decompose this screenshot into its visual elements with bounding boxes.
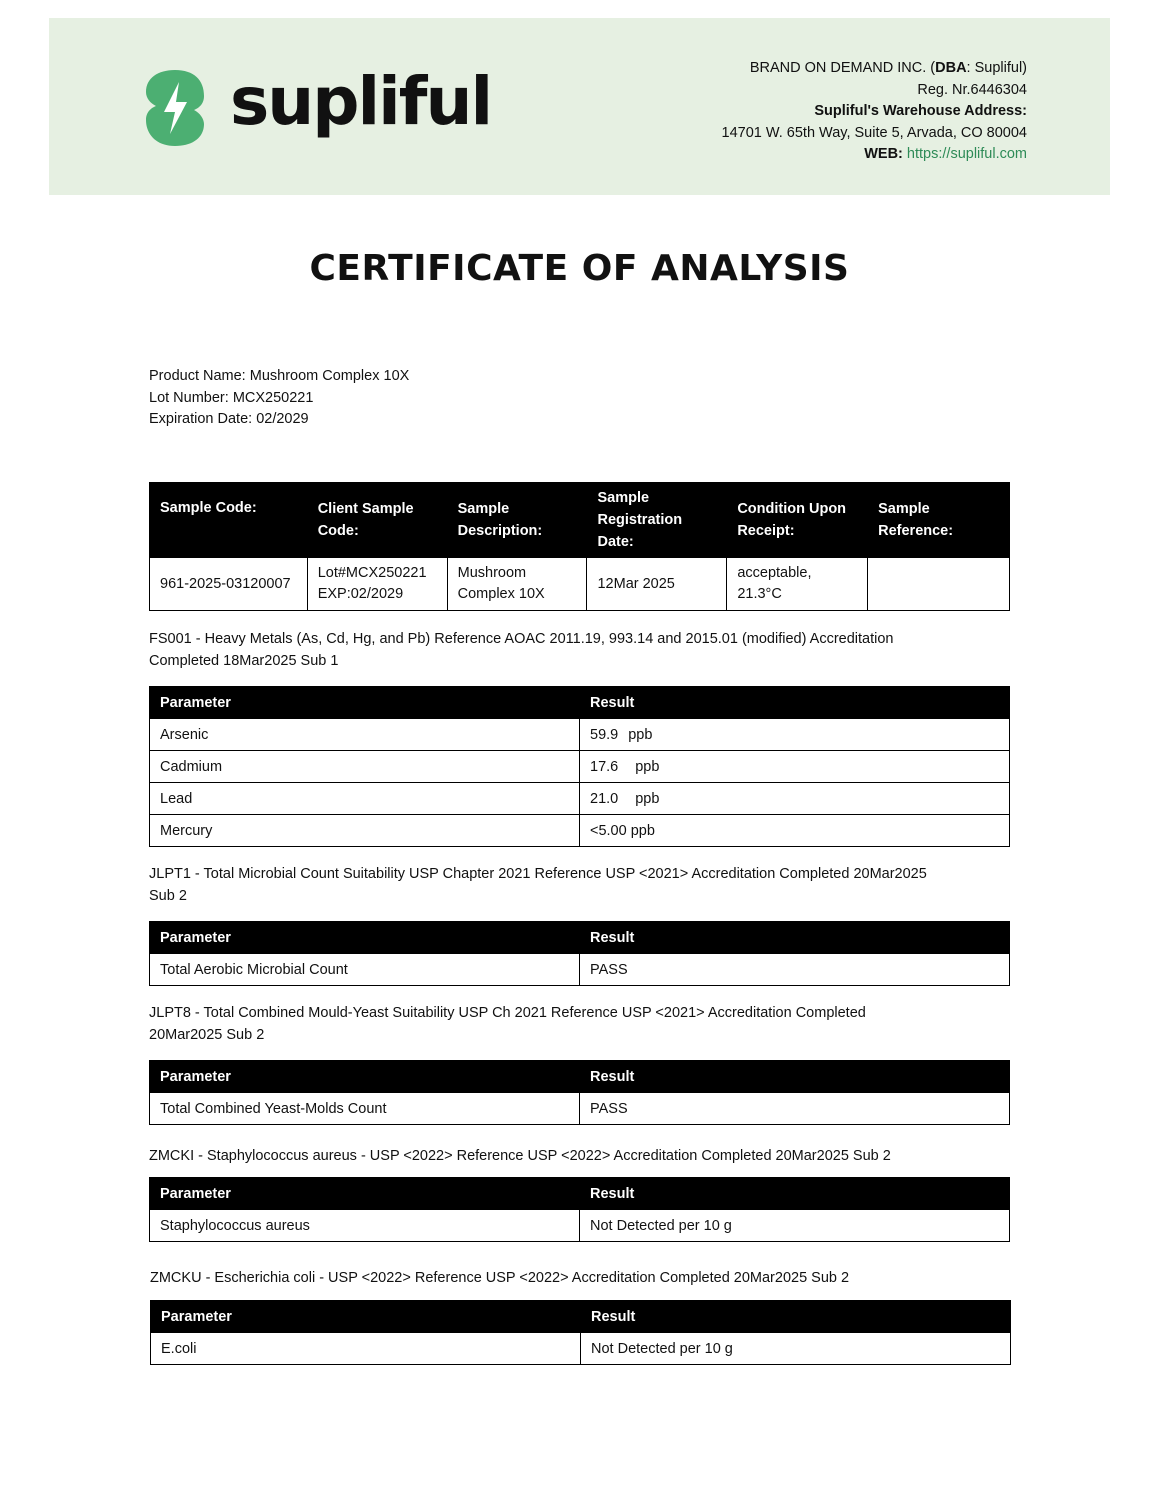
- header-sample-reference: Sample Reference:: [868, 483, 1010, 558]
- condition-upon-receipt: acceptable, 21.3°C: [727, 558, 868, 611]
- expiration-date: Expiration Date: 02/2029: [149, 411, 309, 427]
- dba-label: DBA: [935, 60, 967, 76]
- company-info: [722, 58, 1027, 166]
- result-cell: PASS: [580, 1093, 1010, 1125]
- table-row: [150, 558, 1010, 611]
- header-client-sample-code: Client Sample Code:: [307, 483, 447, 558]
- parameter-header: Parameter: [151, 1301, 581, 1333]
- company-name: BRAND ON DEMAND INC. (: [749, 60, 936, 76]
- table-row: [150, 783, 1010, 815]
- parameter-cell: Mercury: [150, 815, 580, 847]
- table-row: [151, 1333, 1011, 1365]
- parameter-cell: E.coli: [151, 1333, 581, 1365]
- web-line: [722, 144, 1027, 166]
- header-condition: Condition Upon Receipt:: [727, 483, 868, 558]
- table-row: [150, 954, 1010, 986]
- header-band: [49, 18, 1110, 195]
- page-title: CERTIFICATE OF ANALYSIS: [309, 248, 850, 289]
- sample-description: Mushroom Complex 10X: [447, 558, 587, 611]
- parameter-cell: Lead: [150, 783, 580, 815]
- sample-code: 961-2025-03120007: [150, 558, 308, 611]
- warehouse-label: Supliful's Warehouse Address:: [814, 103, 1027, 119]
- web-label: WEB:: [864, 146, 903, 162]
- microbial-count-table: [149, 921, 1010, 986]
- result-cell: Not Detected per 10 g: [581, 1333, 1011, 1365]
- table-row: [150, 719, 1010, 751]
- table-row: [150, 751, 1010, 783]
- table-header: [150, 1061, 1010, 1093]
- brand-wordmark: supliful: [230, 63, 492, 140]
- result-header: Result: [580, 1178, 1010, 1210]
- parameter-header: Parameter: [150, 1061, 580, 1093]
- result-header: Result: [581, 1301, 1011, 1333]
- parameter-cell: Arsenic: [150, 719, 580, 751]
- section-description-mould-yeast: JLPT8 - Total Combined Mould-Yeast Suitability USP Ch 2021 Reference USP <2021> Accreditation Completed 20Mar2025 Sub 2: [149, 1005, 866, 1043]
- result-cell: 17.6 ppb: [580, 751, 1010, 783]
- product-info: [149, 366, 409, 431]
- parameter-cell: Cadmium: [150, 751, 580, 783]
- section-description-microbial-count: JLPT1 - Total Microbial Count Suitability USP Chapter 2021 Reference USP <2021> Accreditation Completed 20Mar2025 Sub 2: [149, 866, 927, 904]
- sample-table: [149, 482, 1010, 611]
- result-cell: PASS: [580, 954, 1010, 986]
- result-header: Result: [580, 687, 1010, 719]
- product-name: Product Name: Mushroom Complex 10X: [149, 368, 410, 384]
- sample-reference: [868, 558, 1010, 611]
- table-header: [150, 1178, 1010, 1210]
- parameter-cell: Total Aerobic Microbial Count: [150, 954, 580, 986]
- table-row: [150, 815, 1010, 847]
- web-link[interactable]: https://supliful.com: [906, 146, 1027, 162]
- client-sample-code: Lot#MCX250221 EXP:02/2029: [307, 558, 447, 611]
- brand-logo: [144, 63, 492, 148]
- registration-date: 12Mar 2025: [587, 558, 727, 611]
- parameter-cell: Staphylococcus aureus: [150, 1210, 580, 1242]
- table-header: [150, 922, 1010, 954]
- result-cell: 21.0 ppb: [580, 783, 1010, 815]
- header-sample-code: Sample Code:: [150, 483, 308, 558]
- mould-yeast-table: [149, 1060, 1010, 1125]
- result-cell: 59.9 ppb: [580, 719, 1010, 751]
- table-header: [150, 687, 1010, 719]
- reg-number: Reg. Nr.6446304: [917, 81, 1027, 98]
- result-cell: Not Detected per 10 g: [580, 1210, 1010, 1242]
- supliful-bolt-icon: [144, 68, 206, 148]
- section-description-heavy-metals: FS001 - Heavy Metals (As, Cd, Hg, and Pb) Reference AOAC 2011.19, 993.14 and 2015.01 (modified) Accreditation Completed 18Mar2025 Sub 1: [149, 631, 894, 669]
- parameter-header: Parameter: [150, 1178, 580, 1210]
- section-description-e-coli: ZMCKU - Escherichia coli - USP <2022> Reference USP <2022> Accreditation Completed 20Mar2025 Sub 2: [150, 1270, 850, 1286]
- table-row: [150, 1093, 1010, 1125]
- result-cell: <5.00 ppb: [580, 815, 1010, 847]
- header-registration-date: Sample Registration Date:: [587, 483, 727, 558]
- header-sample-description: Sample Description:: [447, 483, 587, 558]
- e-coli-table: [150, 1300, 1011, 1365]
- staph-aureus-table: [149, 1177, 1010, 1242]
- section-description-staph-aureus: ZMCKI - Staphylococcus aureus - USP <2022> Reference USP <2022> Accreditation Completed 20Mar2025 Sub 2: [149, 1148, 891, 1164]
- parameter-cell: Total Combined Yeast-Molds Count: [150, 1093, 580, 1125]
- heavy-metals-table: [149, 686, 1010, 847]
- dba-value: : Supliful): [966, 60, 1027, 76]
- company-line: [722, 58, 1027, 80]
- parameter-header: Parameter: [150, 687, 580, 719]
- table-header: [151, 1301, 1011, 1333]
- warehouse-address: 14701 W. 65th Way, Suite 5, Arvada, CO 80004: [721, 124, 1027, 141]
- result-header: Result: [580, 922, 1010, 954]
- parameter-header: Parameter: [150, 922, 580, 954]
- result-header: Result: [580, 1061, 1010, 1093]
- lot-number: Lot Number: MCX250221: [149, 389, 314, 406]
- sample-table-header: [150, 483, 1010, 558]
- table-row: [150, 1210, 1010, 1242]
